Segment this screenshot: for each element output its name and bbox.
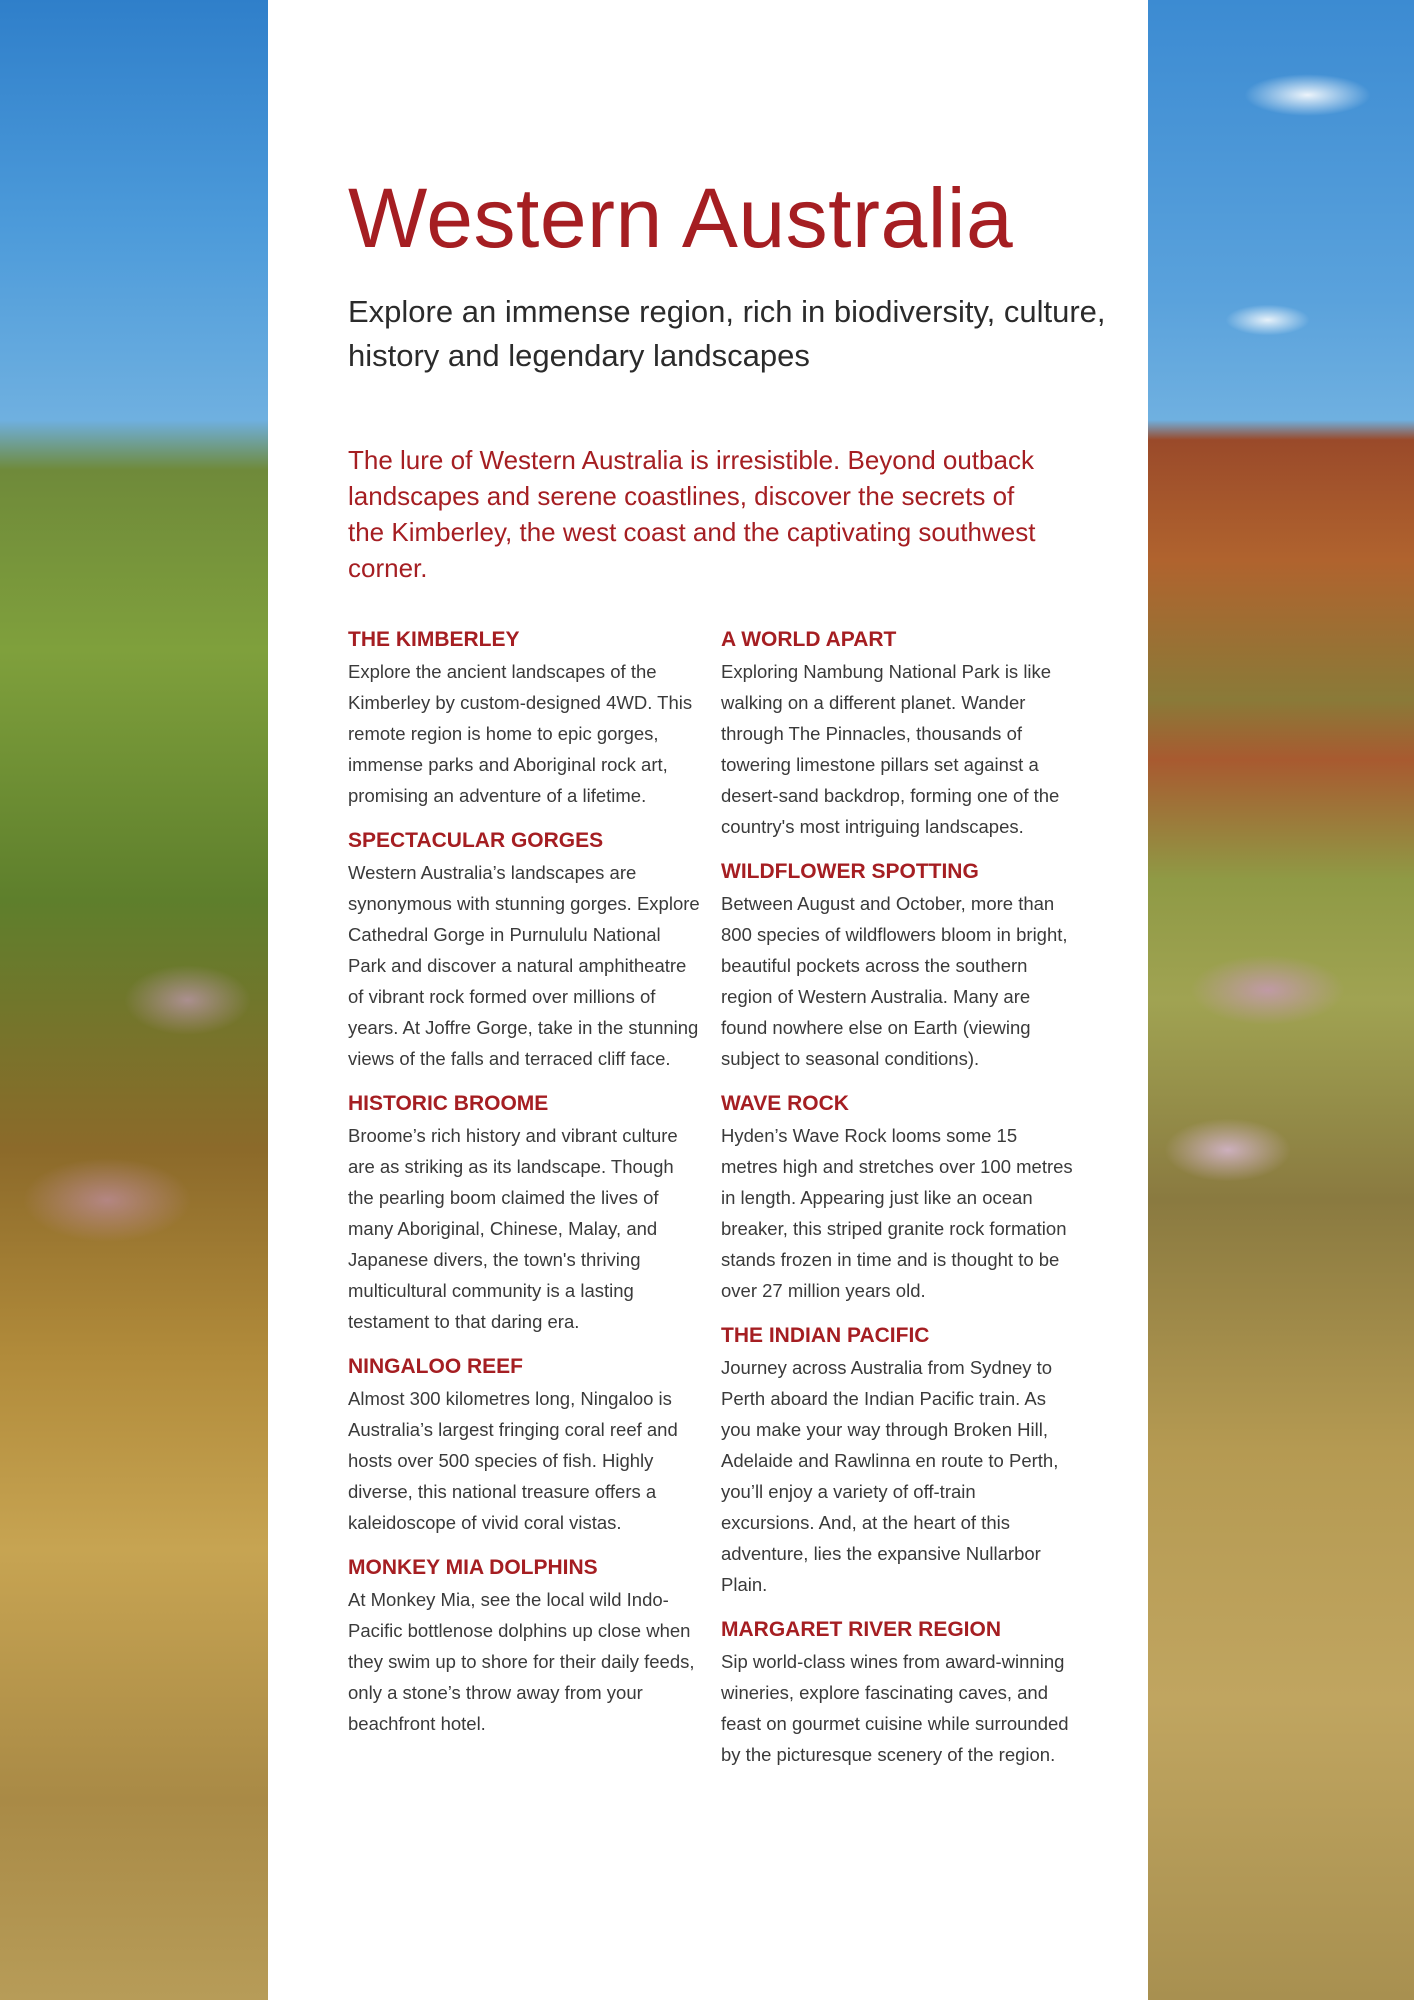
section-heading: HISTORIC BROOME [348,1092,549,1115]
content-panel [268,0,1148,2000]
left-column [348,624,700,1753]
section-body: Western Australia’s landscapes are synonymous with stunning gorges. Explore Cathedral Gorge in Purnululu National Park and discover a natural amphitheatre of vibrant rock formed over millions of years. At Joffre Gorge, take in the stunning views of the falls and terraced cliff face. [348,862,700,1069]
section-heading: THE KIMBERLEY [348,628,520,651]
section-heading: THE INDIAN PACIFIC [721,1324,930,1347]
page-subtitle: Explore an immense region, rich in biodiversity, culture, history and legendary landscapes [348,294,1106,373]
section-heading: A WORLD APART [721,628,897,651]
right-column [721,624,1073,1784]
section-the-indian-pacific [721,1320,1073,1600]
section-heading: WILDFLOWER SPOTTING [721,860,979,883]
intro-paragraph: The lure of Western Australia is irresistible. Beyond outback landscapes and serene coastlines, discover the secrets of the Kimberley, the west coast and the captivating southwest corner. [348,445,1036,583]
section-heading: WAVE ROCK [721,1092,849,1115]
section-body: Almost 300 kilometres long, Ningaloo is Australia’s largest fringing coral reef and hosts over 500 species of fish. Highly diverse, this national treasure offers a kaleidoscope of vivid coral vistas. [348,1388,678,1533]
section-heading: SPECTACULAR GORGES [348,829,604,852]
background-photo-right [1148,0,1414,2000]
section-the-kimberley [348,624,700,811]
section-body: Hyden’s Wave Rock looms some 15 metres high and stretches over 100 metres in length. Appearing just like an ocean breaker, this striped granite rock formation stands frozen in time and is thought to be over 27 million years old. [721,1125,1073,1301]
section-heading: MARGARET RIVER REGION [721,1618,1002,1641]
page-title: Western Australia [348,171,1014,265]
section-historic-broome [348,1088,700,1337]
section-body: At Monkey Mia, see the local wild Indo-Pacific bottlenose dolphins up close when they swim up to shore for their daily feeds, only a stone’s throw away from your beachfront hotel. [348,1589,695,1734]
section-wave-rock [721,1088,1073,1306]
section-body: Between August and October, more than 800 species of wildflowers bloom in bright, beautiful pockets across the southern region of Western Australia. Many are found nowhere else on Earth (viewing subject to seasonal conditions). [721,893,1068,1069]
background-photo-left [0,0,268,2000]
section-monkey-mia-dolphins [348,1552,700,1739]
section-spectacular-gorges [348,825,700,1074]
section-heading: MONKEY MIA DOLPHINS [348,1556,598,1579]
section-heading: NINGALOO REEF [348,1355,524,1378]
section-body: Explore the ancient landscapes of the Kimberley by custom-designed 4WD. This remote region is home to epic gorges, immense parks and Aboriginal rock art, promising an adventure of a lifetime. [348,661,693,806]
section-ningaloo-reef [348,1351,700,1538]
section-body: Exploring Nambung National Park is like walking on a different planet. Wander through The Pinnacles, thousands of towering limestone pillars set against a desert-sand backdrop, forming one of the country's most intriguing landscapes. [721,661,1060,837]
section-margaret-river-region [721,1614,1073,1770]
section-body: Sip world-class wines from award-winning wineries, explore fascinating caves, and feast on gourmet cuisine while surrounded by the picturesque scenery of the region. [721,1651,1069,1765]
section-wildflower-spotting [721,856,1073,1074]
section-body: Broome’s rich history and vibrant culture are as striking as its landscape. Though the pearling boom claimed the lives of many Aboriginal, Chinese, Malay, and Japanese divers, the town's thriving multicultural community is a lasting testament to that daring era. [348,1125,678,1332]
section-a-world-apart [721,624,1073,842]
section-body: Journey across Australia from Sydney to Perth aboard the Indian Pacific train. As you make your way through Broken Hill, Adelaide and Rawlinna en route to Perth, you’ll enjoy a variety of off-train excursions. And, at the heart of this adventure, lies the expansive Nullarbor Plain. [721,1357,1059,1595]
